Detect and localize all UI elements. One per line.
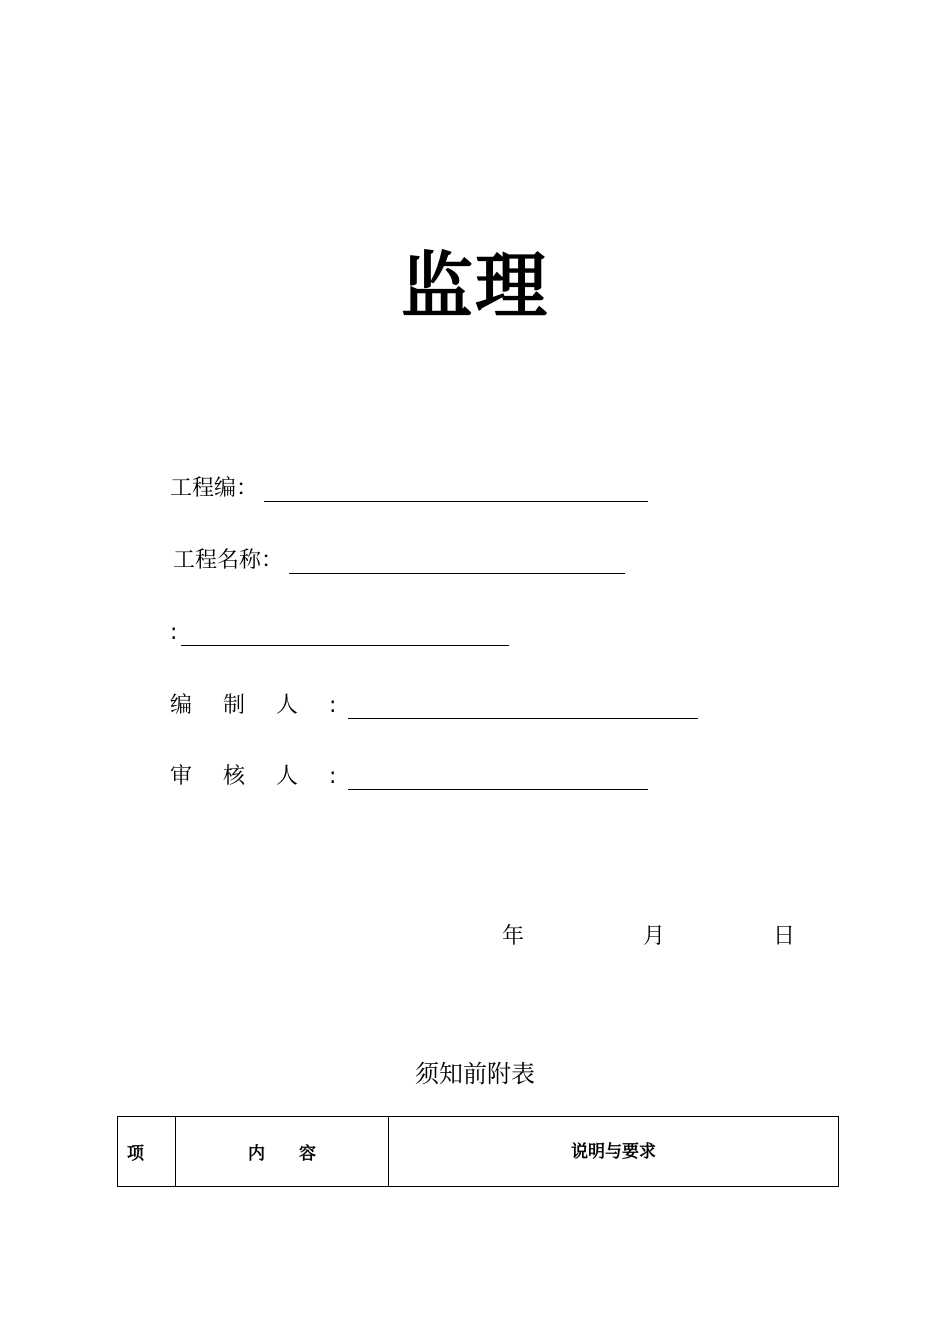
project-name-blank[interactable] — [289, 549, 625, 574]
header-requirements: 说明与要求 — [389, 1117, 839, 1187]
field-compiler — [170, 685, 698, 719]
project-number-label: 工程编： — [170, 476, 259, 501]
compiler-label: 编 制 人 : — [170, 693, 349, 718]
date-month: 月 — [643, 924, 666, 949]
attachment-title: 须知前附表 — [415, 1060, 535, 1088]
reviewer-blank[interactable] — [348, 765, 648, 790]
unnamed-blank[interactable] — [181, 621, 509, 646]
field-unnamed — [170, 612, 509, 646]
unnamed-label: : — [170, 620, 178, 645]
attachment-table — [117, 1116, 839, 1187]
header-content: 内 容 — [176, 1117, 389, 1187]
project-name-label: 工程名称： — [173, 548, 284, 573]
document-title: 监理 — [400, 243, 549, 328]
table-header-row — [118, 1117, 839, 1187]
date-year: 年 — [502, 924, 525, 949]
field-project-number — [170, 468, 648, 502]
reviewer-label: 审 核 人 : — [170, 764, 349, 789]
compiler-blank[interactable] — [348, 694, 698, 719]
project-number-blank[interactable] — [264, 477, 648, 502]
field-project-name — [173, 540, 625, 574]
field-reviewer — [170, 756, 648, 790]
date-day: 日 — [773, 924, 796, 949]
header-item: 项 — [118, 1117, 176, 1187]
